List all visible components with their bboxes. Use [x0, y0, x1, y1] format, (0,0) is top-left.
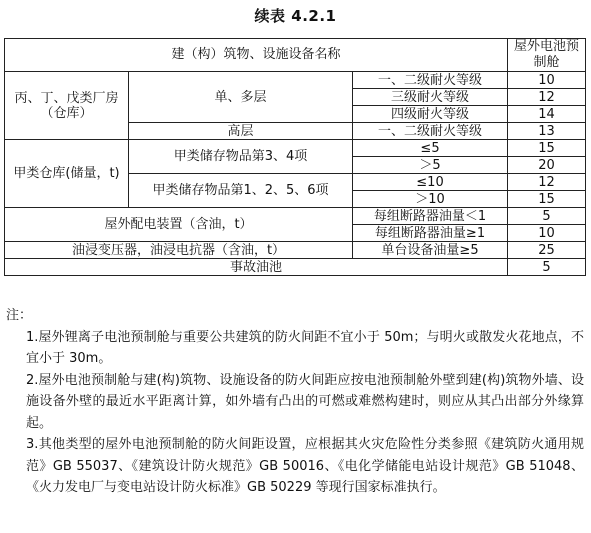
value-cell: 5 — [508, 208, 586, 225]
fire-distance-table — [4, 38, 586, 276]
subcategory-cell: 甲类储存物品第1、2、5、6项 — [129, 174, 353, 208]
notes-label: 注： — [6, 308, 33, 323]
notes-section — [6, 305, 584, 499]
condition-cell: ≤5 — [353, 140, 508, 157]
condition-cell: 单台设备油量≥5 — [353, 242, 508, 259]
table-row — [5, 259, 586, 276]
value-cell: 15 — [508, 140, 586, 157]
table-row — [5, 208, 586, 225]
value-cell: 5 — [508, 259, 586, 276]
subcategory-cell: 高层 — [129, 123, 353, 140]
condition-cell: 每组断路器油量≥1 — [353, 225, 508, 242]
table-row — [5, 140, 586, 157]
value-cell: 12 — [508, 174, 586, 191]
value-cell: 13 — [508, 123, 586, 140]
note-item: 2.屋外电池预制舱与建(构)筑物、设施设备的防火间距应按电池预制舱外壁到建(构)筑物外墙、设施设备外壁的最近水平距离计算，如外墙有凸出的可燃或难燃构建时，则应从其凸出部分外缘算起。 — [26, 372, 584, 431]
note-item: 1.屋外锂离子电池预制舱与重要公共建筑的防火间距不宜小于 50m；与明火或散发火花地点，不宜小于 30m。 — [26, 329, 584, 366]
subcategory-cell: 单、多层 — [129, 72, 353, 123]
condition-cell: 每组断路器油量＜1 — [353, 208, 508, 225]
table-row — [5, 72, 586, 89]
table-header-row — [5, 39, 586, 72]
value-cell: 14 — [508, 106, 586, 123]
note-item: 3.其他类型的屋外电池预制舱的防火间距设置，应根据其火灾危险性分类参照《建筑防火通用规范》GB 55037、《建筑设计防火规范》GB 50016、《电化学储能电站设计规范》GB 51048、《火力发电厂与变电站设计防火标准》GB 50229 等现行国家标准执行。 — [26, 437, 584, 495]
value-cell: 25 — [508, 242, 586, 259]
table-title: 续表 4.2.1 — [254, 7, 337, 25]
category-cell: 屋外配电装置（含油，t） — [5, 208, 353, 242]
condition-cell: ≤10 — [353, 174, 508, 191]
category-cell: 丙、丁、戊类厂房（仓库） — [5, 72, 129, 140]
category-cell: 甲类仓库(储量，t) — [5, 140, 129, 208]
condition-cell: 一、二级耐火等级 — [353, 123, 508, 140]
condition-cell: ＞5 — [353, 157, 508, 174]
condition-cell: ＞10 — [353, 191, 508, 208]
header-name-cell: 建（构）筑物、设施设备名称 — [5, 39, 508, 72]
value-cell: 20 — [508, 157, 586, 174]
value-cell: 10 — [508, 225, 586, 242]
subcategory-cell: 甲类储存物品第3、4项 — [129, 140, 353, 174]
header-value-cell: 屋外电池预制舱 — [508, 39, 586, 72]
condition-cell: 三级耐火等级 — [353, 89, 508, 106]
value-cell: 15 — [508, 191, 586, 208]
condition-cell: 一、二级耐火等级 — [353, 72, 508, 89]
condition-cell: 四级耐火等级 — [353, 106, 508, 123]
category-cell: 油浸变压器，油浸电抗器（含油，t） — [5, 242, 353, 259]
value-cell: 12 — [508, 89, 586, 106]
table-row — [5, 242, 586, 259]
category-cell: 事故油池 — [5, 259, 508, 276]
value-cell: 10 — [508, 72, 586, 89]
